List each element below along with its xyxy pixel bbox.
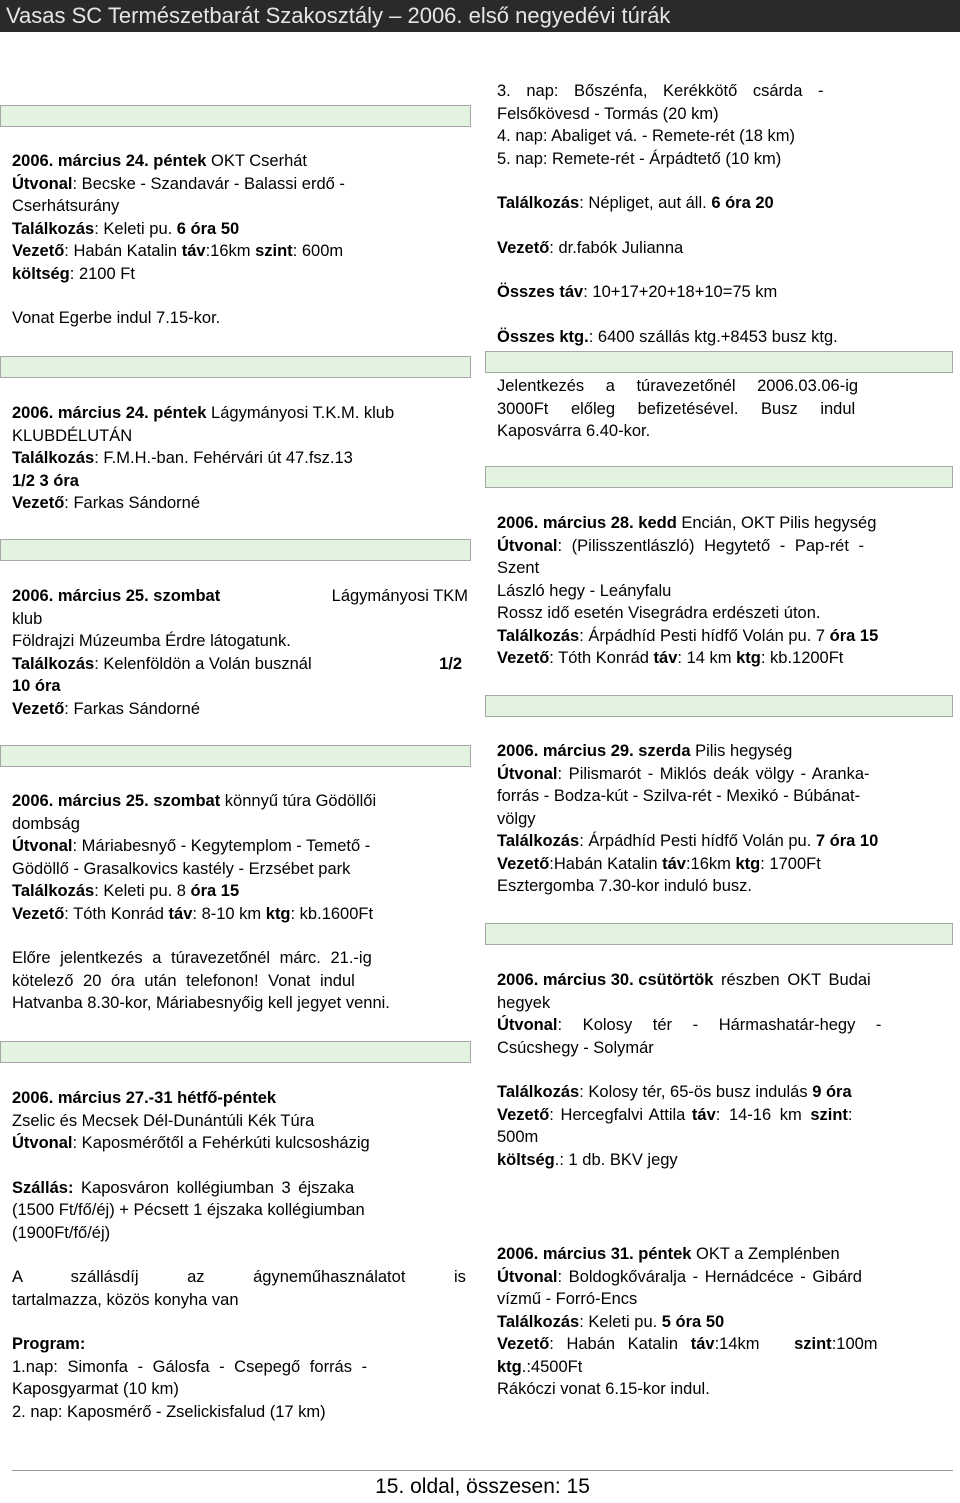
meeting-text: : Népliget, aut áll. [579, 194, 712, 212]
route-text: : Pilismarót - Miklós deák völgy - Aranka- [557, 764, 870, 783]
event-date: 2006. március 31. péntek [497, 1245, 692, 1263]
meeting-time: óra 15 [829, 626, 879, 645]
route-text: : Kolosy tér - Hármashatár-hegy - [557, 1016, 882, 1034]
note-text: Vonat Egerbe indul 7.15-kor. [12, 309, 221, 327]
event-title-cont: dombság [12, 814, 80, 833]
event-title: Lágymányosi TKM [331, 587, 468, 605]
label-cost: ktg [736, 649, 761, 667]
label-meeting: Találkozás [497, 832, 580, 850]
route-text-cont: Csúcshegy - Solymár [497, 1038, 654, 1057]
label-leader: Vezető [497, 1105, 550, 1124]
cost-value: : kb.1200Ft [760, 649, 844, 667]
cost-value: : 1700Ft [760, 854, 821, 873]
accommodation-text: (1900Ft/fő/éj) [12, 1223, 111, 1242]
event-2006-03-29-pilis [497, 740, 953, 898]
label-route: Útvonal [12, 1134, 73, 1152]
label-leader: Vezető [497, 238, 550, 257]
label-total-cost: Összes ktg. [497, 327, 589, 346]
ascent-value: : [847, 1105, 853, 1124]
route-text: : Boldogkőváralja - Hernádcéce - Gibárd [557, 1267, 862, 1286]
label-route: Útvonal [497, 764, 558, 783]
meeting-time: 9 óra [812, 1083, 852, 1101]
event-title: Pilis hegység [690, 742, 793, 760]
distance-value: : 14-16 km [715, 1105, 811, 1124]
event-date: 2006. március 30. csütörtök [497, 971, 714, 989]
event-title: OKT Cserhát [206, 152, 308, 170]
note-text: kötelező 20 óra után telefonon! Vonat indul [12, 971, 355, 990]
event-title: könnyű túra Gödöllői [220, 792, 377, 810]
event-date: 2006. március 24. péntek [12, 152, 207, 170]
separator-bar [0, 356, 471, 378]
cost-value: .: 1 db. BKV jegy [554, 1150, 678, 1169]
event-date: 2006. március 25. szombat [12, 587, 221, 605]
program-day: 4. nap: Abaliget vá. - Remete-rét (18 km) [497, 127, 796, 145]
program-day: 5. nap: Remete-rét - Árpádtető (10 km) [497, 149, 782, 168]
meeting-text: : Keleti pu. 8 [94, 882, 191, 900]
total-distance-value: : 10+17+20+18+10=75 km [583, 283, 778, 301]
note-text: Előre jelentkezés a túravezetőnél márc. 21.-ig [12, 949, 372, 967]
event-2006-03-27-zselic [12, 1087, 472, 1423]
route-text-cont: Szent [497, 559, 540, 577]
separator-bar [485, 923, 953, 945]
cost-value: .:4500Ft [521, 1357, 583, 1376]
label-cost: ktg [497, 1357, 522, 1376]
meeting-text: : Kelenföldön a Volán busznál [94, 654, 312, 673]
label-route: Útvonal [12, 837, 73, 855]
separator-bar [0, 539, 471, 561]
label-program: Program: [12, 1335, 86, 1353]
event-date: 2006. március 28. kedd [497, 514, 677, 532]
note-text: Jelentkezés a túravezetőnél 2006.03.06-ig [497, 377, 859, 395]
meeting-time: 5 óra 50 [661, 1312, 725, 1331]
route-text-cont: vízmű - Forró-Encs [497, 1290, 638, 1308]
event-title: Lágymányosi T.K.M. klub [206, 404, 395, 422]
leader-name: :Habán Katalin [549, 854, 663, 873]
leader-name: : Habán Katalin [549, 1335, 691, 1353]
ascent-value: :100m [831, 1335, 878, 1353]
event-title: Encián, OKT Pilis hegység [676, 514, 877, 532]
distance-value: :16km [205, 242, 256, 260]
route-text-cont: völgy [497, 809, 536, 828]
label-distance: táv [690, 1335, 715, 1353]
event-2006-03-25-godollo [12, 790, 472, 1015]
event-title-cont: klub [12, 609, 43, 628]
label-route: Útvonal [12, 174, 73, 193]
note-text: Kaposvárra 6.40-kor. [497, 422, 651, 440]
label-distance: táv [662, 854, 686, 873]
label-cost: költség [12, 264, 70, 283]
note-text: Esztergomba 7.30-kor induló busz. [497, 877, 752, 895]
separator-bar [485, 351, 953, 373]
label-distance: táv [181, 242, 206, 260]
label-meeting: Találkozás [12, 882, 95, 900]
meeting-text: : Kolosy tér, 65-ös busz indulás [579, 1083, 813, 1101]
label-cost: ktg [265, 904, 291, 923]
ascent-value: : 600m [292, 242, 344, 260]
meeting-text: : Keleti pu. [94, 219, 177, 238]
label-leader: Vezető [12, 699, 65, 718]
meeting-time-cont: 10 óra [12, 677, 61, 695]
meeting-time: 7 óra 10 [815, 832, 879, 850]
program-day: Kaposgyarmat (10 km) [12, 1380, 179, 1398]
separator-bar [0, 745, 471, 767]
label-distance: táv [653, 649, 678, 667]
label-accommodation: Szállás: [12, 1178, 74, 1197]
event-2006-03-31-zemplen [497, 1243, 953, 1401]
page-number: 15. oldal, összesen: 15 [375, 1475, 590, 1498]
label-meeting: Találkozás [497, 1083, 580, 1101]
event-title: Zselic és Mecsek Dél-Dunántúli Kék Túra [12, 1111, 315, 1130]
route-text: : Kaposmérőtől a Fehérkúti kulcsosházig [72, 1134, 370, 1152]
event-title-cont: KLUBDÉLUTÁN [12, 426, 133, 445]
accommodation-text: Kaposváron kollégiumban 3 éjszaka [73, 1178, 355, 1197]
label-meeting: Találkozás [12, 449, 95, 467]
cost-value: : kb.1600Ft [290, 904, 374, 923]
label-ascent: szint [794, 1335, 832, 1353]
program-day: Felsőkövesd - Tormás (20 km) [497, 104, 719, 123]
event-date: 2006. március 29. szerda [497, 742, 691, 760]
program-day: 3. nap: Bőszénfa, Kerékkötő csárda - [497, 82, 824, 100]
distance-value: : 8-10 km [192, 904, 266, 923]
leader-name: : Tóth Konrád [549, 649, 654, 667]
event-title: OKT a Zemplénben [691, 1245, 840, 1263]
label-meeting: Találkozás [497, 194, 580, 212]
route-text-cont: Cserhátsurány [12, 197, 120, 215]
event-date: 2006. március 25. szombat [12, 792, 221, 810]
distance-value: :14km [714, 1335, 795, 1353]
leader-name: : Tóth Konrád [64, 904, 169, 923]
note-text: Rákóczi vonat 6.15-kor indul. [497, 1380, 710, 1398]
event-date: 2006. március 27.-31 hétfő-péntek [12, 1089, 277, 1107]
cost-value: : 2100 Ft [69, 264, 135, 283]
accommodation-text: (1500 Ft/fő/éj) + Pécsett 1 éjszaka kollégiumban [12, 1201, 365, 1219]
label-meeting: Találkozás [497, 1312, 580, 1331]
label-cost: költség [497, 1150, 555, 1169]
label-meeting: Találkozás [12, 654, 95, 673]
route-text: : Becske - Szandavár - Balassi erdő - [72, 174, 345, 193]
label-route: Útvonal [497, 1016, 558, 1034]
separator-bar [485, 466, 953, 488]
distance-value: :16km [685, 854, 736, 873]
leader-name: : dr.fabók Julianna [549, 238, 684, 257]
meeting-time: 6 óra 50 [176, 219, 240, 238]
program-day: 2. nap: Kaposmérő - Zselickisfalud (17 km) [12, 1402, 326, 1421]
meeting-time: 6 óra 20 [711, 194, 774, 212]
label-leader: Vezető [12, 904, 65, 923]
label-total-distance: Összes táv [497, 283, 584, 301]
event-2006-03-24-cserhat [12, 150, 472, 330]
meeting-text: : Keleti pu. [579, 1312, 662, 1331]
meeting-time: 1/2 [439, 654, 462, 673]
label-meeting: Találkozás [497, 626, 580, 645]
meeting-text: : Árpádhíd Pesti hídfő Volán pu. [579, 832, 816, 850]
route-text-cont: László hegy - Leányfalu [497, 581, 672, 600]
label-cost: ktg [735, 854, 761, 873]
leader-name: : Farkas Sándorné [64, 494, 201, 512]
event-date: 2006. március 24. péntek [12, 404, 207, 422]
label-ascent: szint [255, 242, 293, 260]
header-title: Vasas SC Természetbarát Szakosztály – 2006. első negyedévi túrák [6, 3, 671, 28]
note-text: tartalmazza, közös konyha van [12, 1290, 239, 1309]
label-meeting: Találkozás [12, 219, 95, 238]
label-ascent: szint [810, 1105, 848, 1124]
signup-note [497, 375, 953, 443]
label-leader: Vezető [12, 494, 65, 512]
separator-bar [0, 105, 471, 127]
label-distance: táv [691, 1105, 716, 1124]
event-2006-03-25-muzeum [12, 585, 472, 720]
meeting-text: : Árpádhíd Pesti hídfő Volán pu. 7 [579, 626, 830, 645]
meeting-time: 1/2 3 óra [12, 471, 79, 490]
event-2006-03-30-budai [497, 969, 953, 1171]
route-text-cont: Gödöllő - Grasalkovics kastély - Erzsébet park [12, 859, 351, 878]
leader-name: : Hercegfalvi Attila [549, 1105, 692, 1124]
total-cost-value: : 6400 szállás ktg.+8453 busz ktg. [588, 327, 838, 346]
separator-bar [0, 1041, 471, 1063]
label-distance: táv [168, 904, 193, 923]
label-route: Útvonal [497, 536, 558, 555]
label-route: Útvonal [497, 1267, 558, 1286]
leader-name: : Habán Katalin [64, 242, 182, 260]
label-leader: Vezető [497, 1335, 550, 1353]
route-text-cont: forrás - Bodza-kút - Szilva-rét - Mexikó - Búbánat- [497, 787, 861, 805]
distance-value: : 14 km [677, 649, 737, 667]
route-text: : (Pilisszentlászló) Hegytető - Pap-rét - [557, 536, 865, 555]
event-title-cont: hegyek [497, 993, 551, 1012]
program-day: 1.nap: Simonfa - Gálosfa - Csepegő forrás - [12, 1357, 368, 1376]
page-footer [12, 1470, 953, 1503]
leader-name: : Farkas Sándorné [64, 699, 201, 718]
separator-bar [485, 695, 953, 717]
label-leader: Vezető [497, 854, 550, 873]
page-header [0, 0, 960, 32]
ascent-value-cont: 500m [497, 1128, 539, 1146]
note-text: A szállásdíj az ágyneműhasználatot is [12, 1268, 466, 1286]
note-text: 3000Ft előleg befizetésével. Busz indul [497, 399, 856, 418]
meeting-time: óra 15 [190, 882, 240, 900]
event-2006-03-28-pilis [497, 512, 953, 670]
note-text: Földrajzi Múzeumba Érdre látogatunk. [12, 632, 291, 650]
note-text: Hatvanba 8.30-kor, Máriabesnyőig kell jegyet venni. [12, 994, 390, 1012]
event-2006-03-24-klub [12, 402, 472, 515]
event-2006-03-27-zselic-cont [497, 80, 953, 348]
route-text: : Máriabesnyő - Kegytemplom - Temető - [72, 837, 371, 855]
label-leader: Vezető [12, 242, 65, 260]
event-title: részben OKT Budai [713, 971, 871, 989]
note-text: Rossz idő esetén Visegrádra erdészeti úton. [497, 604, 821, 622]
meeting-text: : F.M.H.-ban. Fehérvári út 47.fsz.13 [94, 449, 353, 467]
label-leader: Vezető [497, 649, 550, 667]
